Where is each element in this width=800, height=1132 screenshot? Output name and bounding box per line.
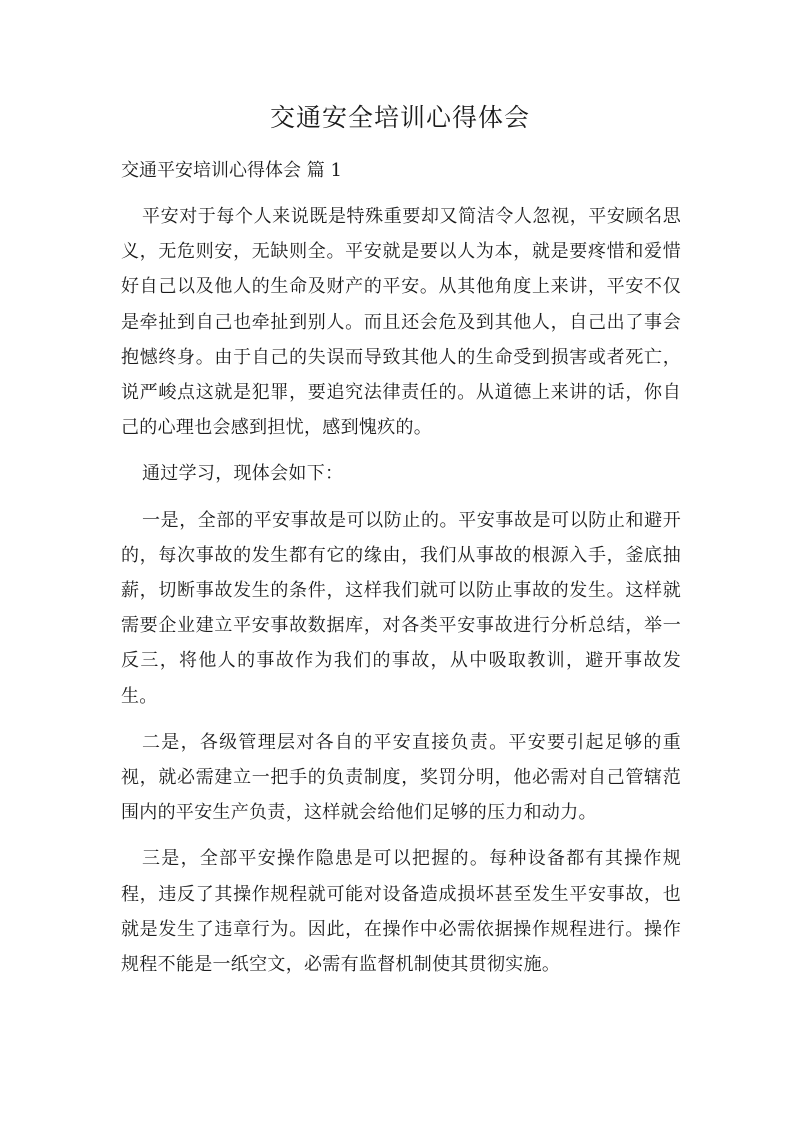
paragraph-point-two: 二是，各级管理层对各自的平安直接负责。平安要引起足够的重视，就必需建立一把手的负责制度，奖罚分明，他必需对自己管辖范围内的平安生产负责，这样就会给他们足够的压力和动力。: [121, 731, 681, 824]
document-title: 交通安全培训心得体会: [269, 103, 530, 132]
paragraph-intro: 平安对于每个人来说既是特殊重要却又简洁令人忽视，平安顾名思义，无危则安，无缺则全。平安就是要以人为本，就是要疼惜和爱惜好自己以及他人的生命及财产的平安。从其他角度上来讲，平安不仅是牵扯到自己也牵扯到别人。而且还会危及到其他人，自己出了事会抱憾终身。由于自己的失误而导致其他人的生命受到损害或者死亡，说严峻点这就是犯罪，要追究法律责任的。从道德上来讲的话，你自己的心理也会感到担忧，感到愧疚的。: [121, 206, 681, 439]
paragraph-summary-lead: 通过学习，现体会如下：: [142, 463, 344, 485]
paragraph-point-three: 三是，全部平安操作隐患是可以把握的。每种设备都有其操作规程，违反了其操作规程就可能对设备造成损坏甚至发生平安事故，也就是发生了违章行为。因此，在操作中必需依据操作规程进行。操作规程不能是一纸空文，必需有监督机制使其贯彻实施。: [121, 848, 681, 976]
paragraph-point-one: 一是，全部的平安事故是可以防止的。平安事故是可以防止和避开的，每次事故的发生都有它的缘由，我们从事故的根源入手，釜底抽薪，切断事故发生的条件，这样我们就可以防止事故的发生。这样就需要企业建立平安事故数据库，对各类平安事故进行分析总结，举一反三，将他人的事故作为我们的事故，从中吸取教训，避开事故发生。: [121, 509, 681, 707]
document-body: [121, 199, 681, 993]
section-heading: 交通平安培训心得体会 篇 1: [121, 160, 342, 181]
